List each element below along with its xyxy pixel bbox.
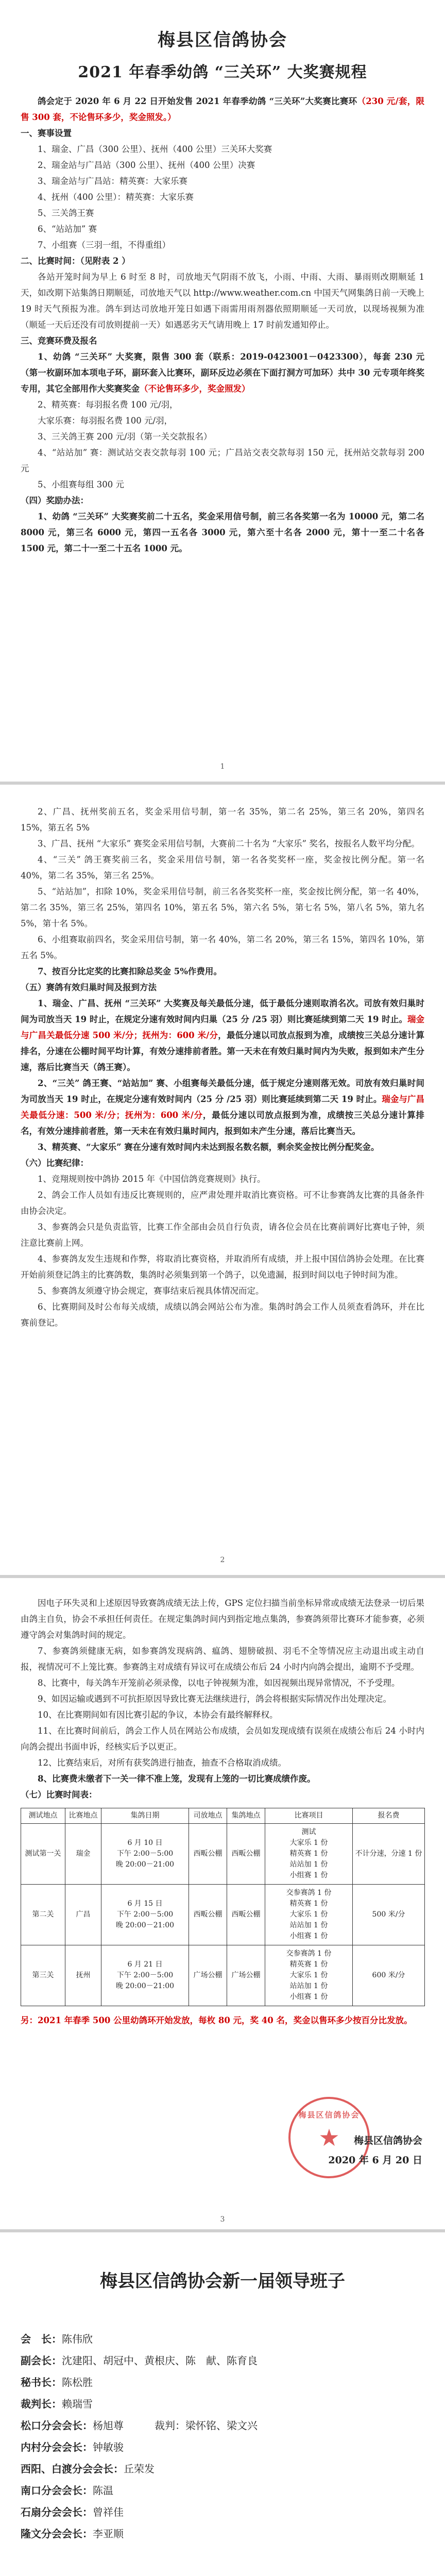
paragraph: 因电子环失灵和上述原因导致赛鸽成绩无法上传，GPS 定位扫描当前坐标异常或成绩无法登录一切后果由鸽主自负，协会不承担任何责任。在规定集鸽时间内到指定地点集鸽，参赛鸽须带比赛环才能参赛，必须遵守鸽会对集鸽时间的规定。 <box>21 1598 424 1640</box>
cell-line: 站站加 1 份 <box>289 1982 328 1990</box>
cell-line: 小组赛 1 份 <box>289 1932 328 1940</box>
leader-value: 李亚顺 <box>93 2528 124 2540</box>
cell-line: 6 月 15 日 <box>127 1900 163 1908</box>
leader-row <box>0 2458 445 2480</box>
table-cell: 抚州 <box>65 1945 101 2006</box>
cell-line: 站站加 1 份 <box>289 1860 328 1869</box>
cell-line: 测试 <box>301 1828 316 1836</box>
cell-line: 交参赛鸽 1 份 <box>286 1889 332 1897</box>
section-3-item-5: 5、小组赛每组 300 元 <box>38 480 124 489</box>
table-cell: 不计分速，分速 1 份 <box>353 1824 425 1885</box>
leader-value: 赖瑞雪 <box>62 2398 93 2410</box>
rules-item-8: 8、比赛费未缴者下一关一律不准上笼，发现有上笼的一切比赛成绩作废。 <box>38 1774 316 1784</box>
leader-label: 西阳、白渡分会会长： <box>21 2463 124 2475</box>
signature-org: 梅县区信鸽协会 <box>353 2135 422 2146</box>
paragraph: 11、在比赛时间前后，鸽会工作人员在网站公布成绩，会员如发现成绩有误须在成绩公布后 24 小时内向鸽会提出书面申诉，经核实后予以更正。 <box>21 1726 424 1752</box>
page-number: 3 <box>220 2215 225 2224</box>
cell-line: 站站加 1 份 <box>289 1921 328 1929</box>
leader-value: 杨旭尊 裁判：梁怀铭、梁文兴 <box>93 2419 258 2432</box>
table-cell-items <box>265 1945 353 2006</box>
section-5-item-2 <box>21 1075 424 1139</box>
cell-line: 大家乐 1 份 <box>289 1971 328 1979</box>
leader-row <box>0 2328 445 2350</box>
section-1-heading: 一、赛事设置 <box>21 128 72 138</box>
leader-value: 沈建阳、胡冠中、黄根庆、陈 献、陈育良 <box>62 2354 258 2367</box>
leader-row <box>0 2480 445 2501</box>
section-2-heading: 二、比赛时间：（见附表 2 ） <box>21 256 130 266</box>
table-header-cell: 比赛项目 <box>265 1808 353 1824</box>
page-1 <box>0 0 445 783</box>
section-6-heading: （六）比赛纪律： <box>21 1158 89 1168</box>
leader-row <box>0 2436 445 2458</box>
section-3-item-4: 4、“站站加” 赛：测试站交表交款每羽 100 元；广昌站交表交款每羽 150 元，抚州站交款每羽 200 元 <box>21 448 424 473</box>
table-cell: 广场公棚 <box>227 1945 265 2006</box>
cell-line: 6 月 10 日 <box>127 1839 163 1847</box>
section-3-item-3: 3、三关鸽王赛 200 元/羽（第一关交款报名） <box>38 432 212 442</box>
leadership-list <box>0 2292 445 2545</box>
table-header-cell: 报名费 <box>353 1808 425 1824</box>
table-header-cell: 司放地点 <box>189 1808 227 1824</box>
leader-value: 钟敏骏 <box>93 2441 124 2453</box>
table-cell: 第三关 <box>21 1945 65 2006</box>
section-3-item-1 <box>21 349 424 397</box>
table-header-cell: 比赛地点 <box>65 1808 101 1824</box>
section-5-item-1-text: 1、瑞金、广昌、抚州 “三关环” 大奖赛及每关最低分速，低于最低分速则取消名次。司放有效归巢时间为司放当天 19 时止，在规定分速有效时间内归巢（25 分 /25 羽）则比赛延续到第二天 19 时止。 <box>21 998 424 1024</box>
section-5-item-1-red: 瑞金与广昌关最低分速 500 米/分；抚州为：600 米/分 <box>21 1014 424 1040</box>
paragraph: 12、比赛结束后，对所有获奖鸽进行抽查，抽查不合格取消成绩。 <box>38 1758 286 1768</box>
table-header-cell: 测试地点 <box>21 1808 65 1824</box>
leader-label: 副会长： <box>21 2354 62 2367</box>
section-3-item-1-red: （不论售环多少，奖金照发） <box>140 384 250 394</box>
list-item: 3、参赛鸽会只是负责监管，比赛工作全部由会员自行负责，请各位会员在比赛前调好比赛电子钟，须注意比赛前上网。 <box>21 1222 424 1248</box>
table-header-cell: 集鸽日期 <box>101 1808 189 1824</box>
leader-label: 南口分会会长： <box>21 2484 93 2497</box>
page-2 <box>0 783 445 1577</box>
table-cell: 西畈公棚 <box>189 1885 227 1945</box>
paragraph: 9、如因运输或遇到不可抗拒原因导致比赛无法继续进行，鸽会将根据实际情况作出处理决定。 <box>38 1694 391 1704</box>
cell-line: 交参赛鸽 1 份 <box>286 1950 332 1958</box>
list-item: 3、瑞金站与广昌站：精英赛：大家乐赛 <box>38 176 187 186</box>
table-cell-items <box>265 1824 353 1885</box>
table-cell-date <box>101 1945 189 2006</box>
section-4-item-3: 3、广昌、抚州 “大家乐” 赛奖金采用信号制，大赛前二十名为 “大家乐” 奖名，按报名人数平均分配。 <box>38 839 420 849</box>
list-item: 6、“站站加” 赛 <box>38 224 97 234</box>
cell-line: 晚 20:00－21:00 <box>115 1860 175 1869</box>
list-item: 2、瑞金站与广昌站（300 公里）、抚州（400 公里）决赛 <box>38 160 255 170</box>
seal-text: 梅县区信鸽协会 <box>298 2110 360 2120</box>
page-number: 2 <box>220 1556 225 1564</box>
table-row <box>21 1945 425 2006</box>
doc-title-line1: 梅县区信鸽协会 <box>158 30 287 50</box>
list-item: 1、瑞金、广昌（300 公里）、抚州（400 公里）三关环大奖赛 <box>38 144 272 154</box>
cell-line: 晚 20:00－21:00 <box>115 1982 175 1990</box>
table-cell: 600 米/分 <box>353 1945 425 2006</box>
table-cell: 广昌 <box>65 1885 101 1945</box>
table-cell: 第二关 <box>21 1885 65 1945</box>
schedule-table <box>21 1808 425 2006</box>
section-1-list <box>21 141 424 253</box>
doc-title-line2: 2021 年春季幼鸽 “三关环” 大奖赛规程 <box>78 63 367 81</box>
section-5-heading: （五）赛鸽有效归巢时间及报到方法 <box>21 982 157 992</box>
table-cell-date <box>101 1824 189 1885</box>
section-3-item-2b: 大家乐赛：每羽报名费 100 元/羽， <box>38 416 173 426</box>
intro-b: 大奖赛比赛环 <box>305 96 357 106</box>
cell-line: 6 月 21 日 <box>127 1960 163 1969</box>
table-cell: 西畈公棚 <box>189 1824 227 1885</box>
table-cell: 西畈公棚 <box>227 1885 265 1945</box>
list-item: 5、三关鸽王赛 <box>38 208 94 218</box>
paragraph: 7、参赛鸽须健康无病，如参赛鸽发现病鸽、瘟鸽、翅膀破损、羽毛不全等情况应主动退出或主动自报，视情况可不上笼比赛。参赛鸽主对成绩有异议可在成绩公布后 24 小时内向鸽会提出，逾期不予受理。 <box>21 1646 424 1672</box>
table-header-row <box>21 1808 425 1824</box>
leader-row <box>0 2415 445 2436</box>
leader-row <box>0 2523 445 2545</box>
cell-line: 大家乐 1 份 <box>289 1910 328 1919</box>
section-3-heading: 三、竞赛环费及报名 <box>21 336 97 346</box>
leader-row <box>0 2371 445 2393</box>
cell-line: 晚 20:00－21:00 <box>115 1921 175 1929</box>
table-row <box>21 1824 425 1885</box>
leader-row <box>0 2393 445 2415</box>
intro-a: 鸽会定于 2020 年 6 月 22 日开始发售 2021 年春季幼鸽 “三关环” <box>38 96 305 106</box>
section-4-item-1: 1、幼鸽 “三关环” 大奖赛奖前二十五名，奖金采用信号制，前三名各奖第一名为 10000 元，第二名 8000 元，第三名 6000 元，第四一五名各 3000 元，第六至十名各 2000 元，第十一至二十名各 1500 元，第二十一至二十五名 1000 元。 <box>21 512 424 553</box>
table-row <box>21 1885 425 1945</box>
leader-row <box>0 2350 445 2371</box>
leader-label: 隆文分会会长： <box>21 2528 93 2540</box>
section-4-item-4: 4、“三关” 鸽王赛奖前三名，奖金采用信号制，第一名各奖奖杯一座，奖金按比例分配。第一名 40%，第二名 35%，第三名 25%。 <box>21 855 424 880</box>
intro-line <box>21 93 424 125</box>
table-cell: 测试第一关 <box>21 1824 65 1885</box>
star-icon: ★ <box>318 2124 340 2151</box>
table-cell: 广场公棚 <box>189 1945 227 2006</box>
page-3 <box>0 1577 445 2231</box>
leader-value: 曾祥佳 <box>93 2506 124 2518</box>
section-4-item-7: 7、按百分比定奖的比赛扣除总奖金 5%作费用。 <box>38 967 222 976</box>
section-3-item-1-text: 1、幼鸽 “三关环” 大奖赛，限售 300 套（联系：2019-0423001－0423300），每套 230 元（第一枚副环加本项电子环，副环套入比赛环，副环反边必须在下面打洞方可加环）共中 30 元专项年终奖专用，其它全部用作大奖赛奖金 <box>21 352 424 394</box>
leader-label: 裁判长： <box>21 2398 62 2410</box>
table-header-cell: 集鸽地点 <box>227 1808 265 1824</box>
table-cell-items <box>265 1885 353 1945</box>
table-cell-date <box>101 1885 189 1945</box>
cell-line: 下午 2:00－5:00 <box>116 1971 174 1979</box>
list-item: 2、鸽会工作人员如有违反比赛规则的，应严肃处理并取消比赛资格。可不让参赛鸽友比赛的具备条件由协会决定。 <box>21 1190 424 1216</box>
signature-date: 2020 年 6 月 20 日 <box>328 2155 422 2166</box>
table-cell: 瑞金 <box>65 1824 101 1885</box>
section-5-item-1-tail: ，最低分速以司放点报到为准，成绩按三关总分速计算排名，分速在公棚时间平均计算，有效分速排前者胜。第一天未在有效归巢时间内为失败，报到如未产生分速，落后比赛当天（鸽王赛）。 <box>21 1030 425 1072</box>
leader-value: 丘荣发 <box>124 2463 155 2475</box>
cell-line: 精英赛 1 份 <box>289 1850 328 1858</box>
leader-value: 陈伟欣 <box>62 2333 93 2345</box>
cell-line: 下午 2:00－5:00 <box>116 1850 174 1858</box>
cell-line: 小组赛 1 份 <box>289 1871 328 1879</box>
cell-line: 精英赛 1 份 <box>289 1900 328 1908</box>
section-5-item-1 <box>21 995 424 1075</box>
cell-line: 精英赛 1 份 <box>289 1960 328 1969</box>
section-4-item-2: 2、广昌、抚州奖前五名，奖金采用信号制，第一名 35%，第二名 25%，第三名 20%，第四名 15%，第五名 5% <box>21 807 424 833</box>
section-5-item-2-red: 瑞金与广昌关最低分速：500 米/分；抚州为：600 米/分 <box>21 1094 424 1120</box>
list-item: 7、小组赛（三羽一组，不得重组） <box>38 240 170 250</box>
leader-value: 陈松胜 <box>62 2376 93 2388</box>
section-7-heading: （七）比赛时间表： <box>21 1790 97 1800</box>
list-item: 5、参赛鸽友须遵守协会规定，赛事结束后视具体情况而定。 <box>38 1286 264 1296</box>
leadership-title: 梅县区信鸽协会新一届领导班子 <box>100 2271 345 2292</box>
list-item: 6、比赛期间及时公布每关成绩，成绩以鸽会网站公布为准。集鸽时鸽会工作人员须查看鸽环，并在比赛前登记。 <box>21 1302 424 1328</box>
intro-red: （230 元/套，限售 300 套，不论售环多少，奖金照发。） <box>21 96 425 122</box>
leader-label: 松口分会会长： <box>21 2419 93 2432</box>
section-5-item-2-text: 2、“三关” 鸽王赛、“站站加” 赛、小组赛每关最低分速，低于规定分速则落无效。司放有效归巢时间为司放当天 19 时止，在规定分速有效时间内（25 分 /25 羽）则比赛延续到第二天 19 时止。 <box>21 1078 424 1104</box>
cell-line: 小组赛 1 份 <box>289 1993 328 2001</box>
section-3-item-2: 2、精英赛：每羽报名费 100 元/羽， <box>38 400 178 410</box>
leader-label: 秘书长： <box>21 2376 62 2388</box>
leader-label: 内村分会会长： <box>21 2441 93 2453</box>
list-item: 1、竞翔规则按中鸽协 2015 年《中国信鸽竞赛规则》执行。 <box>38 1174 266 1184</box>
leader-label: 会 长： <box>21 2333 62 2345</box>
leader-value: 陈温 <box>93 2484 113 2497</box>
leader-label: 石扇分会会长： <box>21 2506 93 2518</box>
section-2-paragraph: 各站开笼时间为早上 6 时至 8 时，司放地天气阴雨不放飞，小雨、中雨、大雨、暴雨则改期顺延 1 天，如改期下站集鸽日期顺延，司放地天气以 http://www.weather.com.cn 中国天气网集鸽日前一天晚上 19 时天气预报为准。鸽车到达司放地开笼日如遇下雨需用雨剂器依照期顺延一天司放，以现场视频为准（顺延一天后还没有司放则提前一天）如遇恶劣天气请用晚上 17 时前发通知停止。 <box>21 272 424 330</box>
section-5-item-3: 3、精英赛、“大家乐” 赛在分速有效时间内未达到报名数名额，剩余奖金按比例分配奖金。 <box>38 1142 380 1152</box>
page-number: 1 <box>220 762 225 771</box>
list-item: 4、抚州（400 公里）：精英赛：大家乐赛 <box>38 192 194 202</box>
paragraph: 8、比赛中，每关鸽车开笼前必须录像，以电子钟视频为准，如因视频出现异常情况，不予受理。 <box>38 1678 400 1688</box>
table-cell: 西畈公棚 <box>227 1824 265 1885</box>
cell-line: 大家乐 1 份 <box>289 1839 328 1847</box>
section-4-item-5: 5、“站站加”，扣除 10%，奖金采用信号制，前三名各奖奖杯一座，奖金按比例分配，第一名 40%，第二名 35%，第三名 25%，第四名 10%，第五名 5%，第六名 5%，第七名 5%，第八名 5%，第九名 5%，第十名 5%。 <box>21 887 424 928</box>
leadership-page <box>0 2231 445 2576</box>
section-5-item-2-tail: ，最低分速以司放点报到为准，成绩按三关总分速计算排名，有效分速排前者胜，第一天未在有效归巢时间内，报到如未产生分速，落后比赛当天。 <box>21 1110 424 1136</box>
list-item: 4、参赛鸽友发生违规和作弊，将取消比赛资格，并取消所有成绩，并上报中国信鸽协会处理。在比赛开始前须登记鸽主的比赛鸽数，集鸽时必须集到第一个鸽子，以免遗漏，报到时间以电子钟时间为准。 <box>21 1254 424 1280</box>
paragraph: 10、在比赛期间如有因比赛引起的争议，本协会有最终解释权。 <box>38 1710 278 1720</box>
section-4-heading: （四）奖励办法： <box>21 496 89 505</box>
cell-line: 下午 2:00－5:00 <box>116 1910 174 1919</box>
section-4-item-6: 6、小组赛取前四名，奖金采用信号制，第一名 40%，第二名 20%，第三名 15%，第四名 10%，第五名 5%。 <box>21 935 424 960</box>
table-cell: 500 米/分 <box>353 1885 425 1945</box>
leader-row <box>0 2501 445 2523</box>
note-red: 另：2021 年春季 500 公里幼鸽环开始发放，每枚 80 元，奖 40 名，奖金以售环多少按百分比发放。 <box>21 2015 413 2025</box>
